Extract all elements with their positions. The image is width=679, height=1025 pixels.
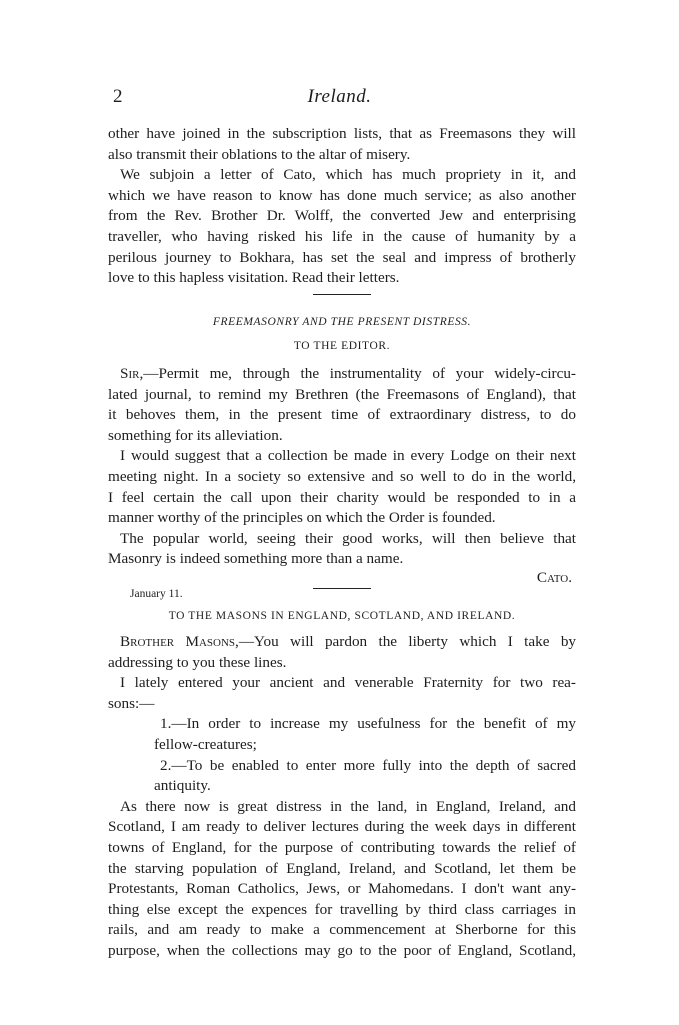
text-line: purpose, when the collections may go to the poor of England, Scotland, <box>108 941 576 959</box>
section-rule <box>108 294 576 295</box>
text-line: towns of England, for the purpose of contributing towards the relief of <box>108 838 576 856</box>
text-line: The popular world, seeing their good works, will then believe that <box>120 529 576 547</box>
text-line: Scotland, I am ready to deliver lectures during the week days in different <box>108 818 576 836</box>
divider <box>313 294 371 295</box>
salutation: Brother Masons, <box>120 633 239 650</box>
text-line: it behoves them, in the present time of extraordinary distress, to do <box>108 406 576 424</box>
text-line: 1.—In order to increase my usefulness for the benefit of my <box>160 715 576 733</box>
signature: Cato. <box>536 568 572 586</box>
text-line: meeting night. In a society so extensive and so well to do in the world, <box>108 467 576 485</box>
letter2-body <box>108 632 576 962</box>
text-line: manner worthy of the principles on which the Order is founded. <box>108 509 496 527</box>
text-line: I would suggest that a collection be made in every Lodge on their next <box>120 447 576 465</box>
letter2 <box>108 606 576 626</box>
section-rule-2 <box>108 588 576 589</box>
text-line: rails, and am ready to make a commencement at Sherborne for this <box>108 921 576 939</box>
text-line: something for its alleviation. <box>108 426 283 444</box>
text-line <box>108 364 576 385</box>
salutation: Sir, <box>120 365 144 382</box>
divider <box>313 588 371 589</box>
text-span: —Permit me, through the instrumentality of your widely-circu- <box>143 365 576 382</box>
letter-date: January 11. <box>130 587 183 600</box>
letter2-heading: TO THE MASONS IN ENGLAND, SCOTLAND, AND IRELAND. <box>168 610 516 622</box>
text-line: addressing to you these lines. <box>108 653 287 671</box>
text-line <box>108 632 576 653</box>
text-line: also transmit their oblations to the altar of misery. <box>108 145 411 163</box>
text-line: antiquity. <box>154 777 211 795</box>
text-line: which we have reason to know has done much service; as also another <box>108 186 576 204</box>
text-line: Protestants, Roman Catholics, Jews, or Mahomedans. I don't want any- <box>108 880 576 898</box>
text-line: perilous journey to Bokhara, has set the seal and impress of brotherly <box>108 248 576 266</box>
text-line: sons:— <box>108 694 155 712</box>
text-line: I lately entered your ancient and venerable Fraternity for two rea- <box>120 674 576 692</box>
letter1 <box>108 312 576 356</box>
text-line: thing else except the expences for travelling by third class carriages in <box>108 900 576 918</box>
text-span: —You will pardon the liberty which I take by <box>238 633 577 650</box>
text-line: I feel certain the call upon their charity would be responded to in a <box>108 488 576 506</box>
page-number: 2 <box>113 86 123 107</box>
letter1-heading: FREEMASONRY AND THE PRESENT DISTRESS. <box>212 316 472 328</box>
text-line: from the Rev. Brother Dr. Wolff, the converted Jew and enterprising <box>108 207 576 225</box>
text-line: 2.—To be enabled to enter more fully into the depth of sacred <box>160 756 576 774</box>
running-header <box>0 86 679 116</box>
running-title: Ireland. <box>307 86 372 107</box>
text-line: We subjoin a letter of Cato, which has much propriety in it, and <box>120 166 576 184</box>
letter1-body <box>108 364 576 602</box>
text-line: traveller, who having risked his life in the cause of humanity by a <box>108 227 576 245</box>
text-line: lated journal, to remind my Brethren (the Freemasons of England), that <box>108 385 576 403</box>
text-line: fellow-creatures; <box>154 735 257 753</box>
text-line: the starving population of England, Ireland, and Scotland, let them be <box>108 859 576 877</box>
text-line: love to this hapless visitation. Read their letters. <box>108 269 400 287</box>
text-line: other have joined in the subscription lists, that as Freemasons they will <box>108 125 576 142</box>
letter1-subheading: TO THE EDITOR. <box>293 340 391 352</box>
text-line: As there now is great distress in the land, in England, Ireland, and <box>120 797 576 815</box>
text-line: Masonry is indeed something more than a name. <box>108 550 404 568</box>
intro-block <box>108 124 576 289</box>
